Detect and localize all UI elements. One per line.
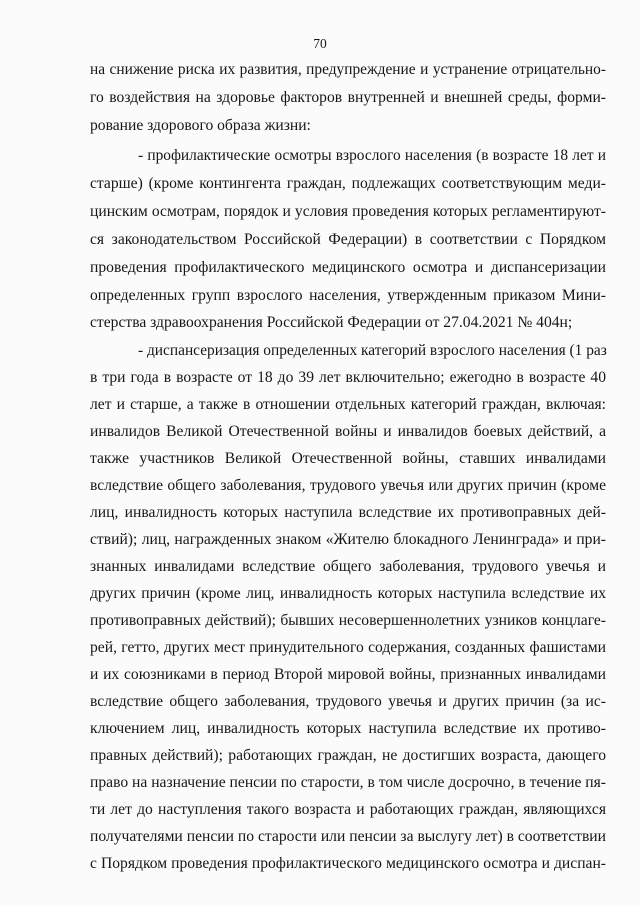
paragraph-3-line-7: лиц, инвалидность которых наступила вследствие их противоправных дей- (90, 504, 606, 521)
paragraph-3-line-1: - диспансеризация определенных категорий взрослого населения (1 раз (138, 342, 607, 359)
paragraph-3-line-19: получателями пенсии по старости или пенсии за выслугу лет) в соответствии (90, 828, 606, 845)
paragraph-3-line-12: рей, гетто, других мест принудительного содержания, созданных фашистами (90, 639, 606, 656)
paragraph-3-line-20: с Порядком проведения профилактического медицинского осмотра и диспан- (90, 855, 606, 872)
page-number: 70 (313, 36, 327, 51)
paragraph-3-line-17: право на назначение пенсии по старости, в том числе досрочно, в течение пя- (90, 774, 606, 791)
paragraph-1-line-1: на снижение риска их развития, предупреждение и устранение отрицательно- (90, 61, 606, 78)
paragraph-1-line-3: рование здорового образа жизни: (90, 117, 311, 134)
paragraph-3-line-8: ствий); лиц, награжденных знаком «Жителю блокадного Ленинграда» и при- (90, 531, 606, 548)
paragraph-2-line-2: старше) (кроме контингента граждан, подлежащих соответствующим меди- (90, 175, 606, 192)
paragraph-3-line-16: правных действий); работающих граждан, не достигших возраста, дающего (90, 747, 606, 764)
paragraph-3-line-3: лет и старше, а также в отношении отдельных категорий граждан, включая: (90, 396, 606, 413)
paragraph-3-line-9: знанных инвалидами вследствие общего заболевания, трудового увечья и (90, 558, 606, 575)
paragraph-3-line-15: ключением лиц, инвалидность которых наступила вследствие их противо- (90, 720, 606, 737)
paragraph-3-line-11: противоправных действий); бывших несовершеннолетних узников концлаге- (90, 612, 606, 629)
paragraph-2-line-1: - профилактические осмотры взрослого населения (в возрасте 18 лет и (138, 147, 606, 164)
paragraph-3-line-4: инвалидов Великой Отечественной войны и инвалидов боевых действий, а (90, 423, 606, 440)
paragraph-2-line-6: определенных групп взрослого населения, утвержденным приказом Мини- (90, 287, 606, 304)
paragraph-2-line-7: стерства здравоохранения Российской Федерации от 27.04.2021 № 404н; (90, 314, 573, 331)
paragraph-3-line-18: ти лет до наступления такого возраста и работающих граждан, являющихся (90, 801, 606, 818)
paragraph-3-line-2: в три года в возрасте от 18 до 39 лет включительно; ежегодно в возрасте 40 (90, 369, 606, 386)
paragraph-3-line-10: других причин (кроме лиц, инвалидность которых наступила вследствие их (90, 585, 606, 602)
paragraph-3-line-14: вследствие общего заболевания, трудового увечья и других причин (за ис- (90, 693, 606, 710)
paragraph-3-line-6: вследствие общего заболевания, трудового увечья или других причин (кроме (90, 477, 606, 494)
paragraph-2-line-4: ся законодательством Российской Федерации) в соответствии с Порядком (90, 231, 606, 248)
paragraph-3-line-5: также участников Великой Отечественной войны, ставших инвалидами (90, 450, 606, 467)
paragraph-2-line-5: проведения профилактического медицинского осмотра и диспансеризации (90, 259, 606, 276)
paragraph-3-line-13: и их союзниками в период Второй мировой войны, признанных инвалидами (90, 666, 606, 683)
paragraph-2-line-3: цинским осмотрам, порядок и условия проведения которых регламентируют- (90, 203, 606, 220)
paragraph-1-line-2: го воздействия на здоровье факторов внутренней и внешней среды, форми- (90, 89, 606, 106)
